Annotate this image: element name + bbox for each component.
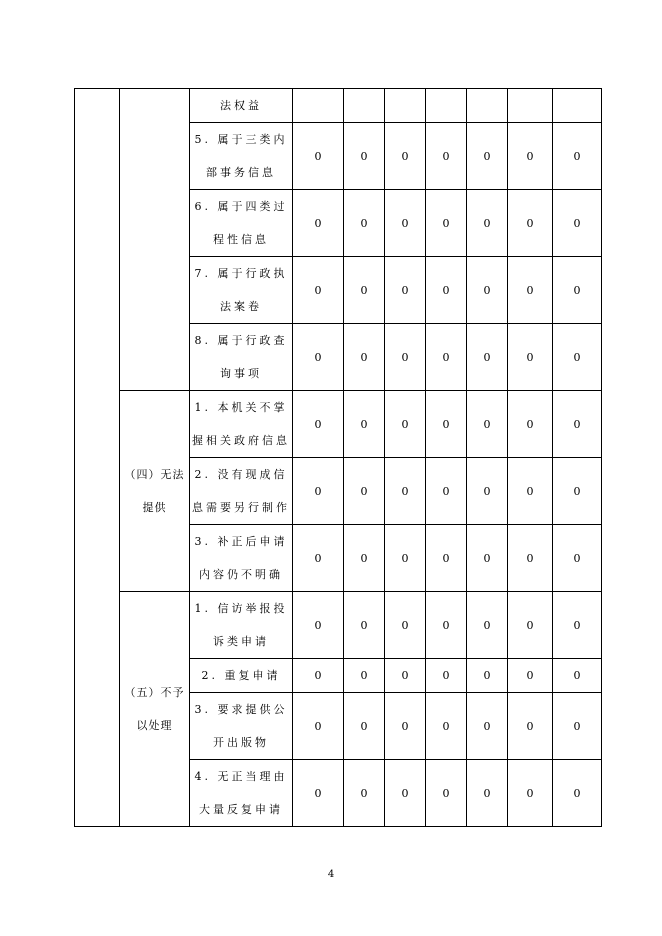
value-cell: 0 [508, 458, 553, 525]
value-cell: 0 [426, 693, 467, 760]
value-cell: 0 [385, 659, 426, 693]
value-cell: 0 [385, 190, 426, 257]
value-cell: 0 [508, 391, 553, 458]
value-cell: 0 [293, 659, 344, 693]
value-cell: 0 [293, 123, 344, 190]
value-cell: 0 [426, 123, 467, 190]
value-cell [426, 89, 467, 123]
value-cell: 0 [344, 123, 385, 190]
value-cell: 0 [385, 257, 426, 324]
value-cell: 0 [344, 324, 385, 391]
value-cell: 0 [344, 659, 385, 693]
value-cell: 0 [553, 693, 602, 760]
value-cell: 0 [467, 592, 508, 659]
group-cell-not-processed: （五）不予以处理 [120, 592, 190, 827]
value-cell: 0 [385, 391, 426, 458]
value-cell: 0 [426, 659, 467, 693]
value-cell: 0 [344, 458, 385, 525]
value-cell: 0 [344, 391, 385, 458]
value-cell [553, 89, 602, 123]
value-cell: 0 [426, 190, 467, 257]
value-cell: 0 [467, 458, 508, 525]
value-cell: 0 [508, 693, 553, 760]
value-cell: 0 [293, 525, 344, 592]
value-cell: 0 [293, 458, 344, 525]
value-cell: 0 [385, 760, 426, 827]
value-cell: 0 [553, 324, 602, 391]
row-label: 3. 补正后申请内容仍不明确 [190, 525, 293, 592]
table-row [75, 89, 602, 123]
value-cell: 0 [553, 659, 602, 693]
value-cell: 0 [553, 190, 602, 257]
row-label: 法权益 [190, 89, 293, 123]
outer-category-cell [75, 89, 120, 827]
value-cell: 0 [385, 123, 426, 190]
table-row [75, 592, 602, 659]
group-cell-cannot-provide: （四）无法提供 [120, 391, 190, 592]
value-cell: 0 [385, 458, 426, 525]
value-cell: 0 [426, 525, 467, 592]
value-cell: 0 [467, 693, 508, 760]
row-label: 4. 无正当理由大量反复申请 [190, 760, 293, 827]
value-cell: 0 [553, 257, 602, 324]
value-cell: 0 [426, 592, 467, 659]
value-cell: 0 [344, 592, 385, 659]
value-cell: 0 [385, 693, 426, 760]
value-cell: 0 [508, 190, 553, 257]
row-label: 7. 属于行政执法案卷 [190, 257, 293, 324]
value-cell: 0 [467, 659, 508, 693]
row-label: 8. 属于行政查询事项 [190, 324, 293, 391]
value-cell: 0 [553, 592, 602, 659]
value-cell [344, 89, 385, 123]
row-label: 6. 属于四类过程性信息 [190, 190, 293, 257]
value-cell: 0 [426, 324, 467, 391]
value-cell: 0 [553, 760, 602, 827]
value-cell: 0 [508, 659, 553, 693]
value-cell: 0 [344, 190, 385, 257]
value-cell: 0 [467, 760, 508, 827]
value-cell: 0 [293, 760, 344, 827]
row-label: 3. 要求提供公开出版物 [190, 693, 293, 760]
row-label: 5. 属于三类内部事务信息 [190, 123, 293, 190]
row-label: 2. 没有现成信息需要另行制作 [190, 458, 293, 525]
value-cell: 0 [553, 391, 602, 458]
value-cell: 0 [344, 693, 385, 760]
value-cell: 0 [293, 391, 344, 458]
value-cell [385, 89, 426, 123]
value-cell: 0 [467, 123, 508, 190]
row-label: 1. 本机关不掌握相关政府信息 [190, 391, 293, 458]
value-cell: 0 [508, 525, 553, 592]
row-label: 2. 重复申请 [190, 659, 293, 693]
value-cell: 0 [385, 324, 426, 391]
value-cell: 0 [385, 525, 426, 592]
value-cell [293, 89, 344, 123]
value-cell: 0 [508, 123, 553, 190]
value-cell: 0 [508, 760, 553, 827]
value-cell: 0 [553, 458, 602, 525]
value-cell: 0 [467, 190, 508, 257]
value-cell: 0 [467, 525, 508, 592]
value-cell: 0 [553, 525, 602, 592]
value-cell: 0 [467, 391, 508, 458]
value-cell: 0 [553, 123, 602, 190]
value-cell [508, 89, 553, 123]
value-cell: 0 [344, 257, 385, 324]
value-cell: 0 [426, 760, 467, 827]
statistics-table [74, 88, 602, 827]
table-row [75, 391, 602, 458]
value-cell: 0 [293, 324, 344, 391]
value-cell [467, 89, 508, 123]
value-cell: 0 [293, 190, 344, 257]
value-cell: 0 [344, 525, 385, 592]
value-cell: 0 [426, 257, 467, 324]
value-cell: 0 [426, 458, 467, 525]
value-cell: 0 [293, 693, 344, 760]
row-label: 1. 信访举报投诉类申请 [190, 592, 293, 659]
value-cell: 0 [426, 391, 467, 458]
page-number: 4 [327, 869, 335, 880]
value-cell: 0 [293, 257, 344, 324]
value-cell: 0 [344, 760, 385, 827]
value-cell: 0 [508, 324, 553, 391]
group-cell-continued [120, 89, 190, 391]
value-cell: 0 [508, 257, 553, 324]
value-cell: 0 [467, 324, 508, 391]
value-cell: 0 [293, 592, 344, 659]
value-cell: 0 [467, 257, 508, 324]
value-cell: 0 [508, 592, 553, 659]
value-cell: 0 [385, 592, 426, 659]
